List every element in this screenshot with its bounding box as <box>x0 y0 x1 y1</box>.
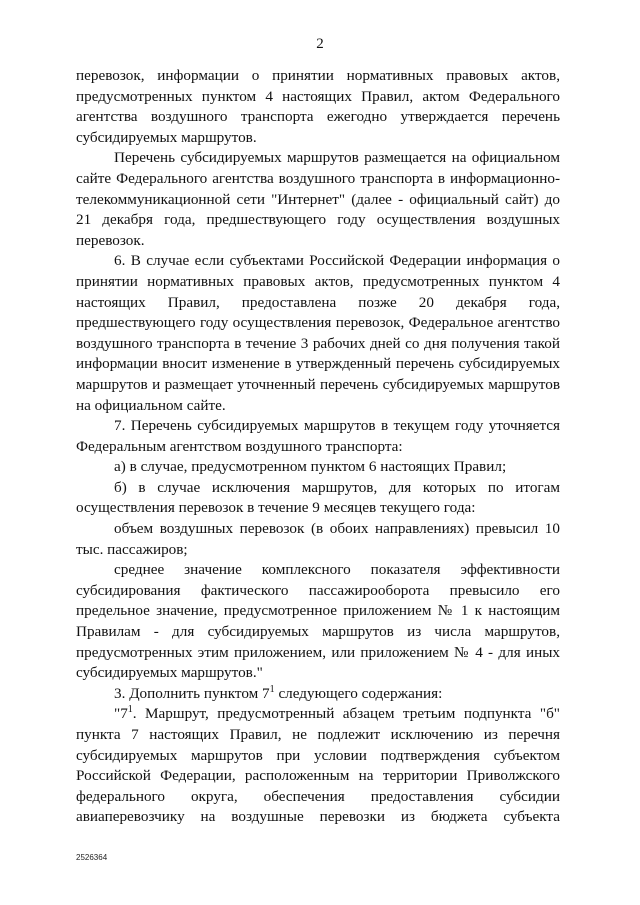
paragraph-passenger-volume: объем воздушных перевозок (в обоих направлениях) превысил 10 тыс. пассажиров; <box>76 520 560 558</box>
paragraph-list-approval: перевозок, информации о принятии нормативных правовых актов, предусмотренных пунктом 4 настоящих Правил, актом Федерального агентства воздушного транспорта ежегодно утверждается перечень субсидируемых маршрутов. <box>76 67 560 146</box>
amendment-text-start: 3. Дополнить пунктом 7 <box>114 684 270 702</box>
document-code: 2526364 <box>76 853 108 862</box>
paragraph-efficiency-indicator: среднее значение комплексного показателя эффективности субсидирования фактического пассажирооборота превысило его предельное значение, предусмотренное приложением № 1 к настоящим Правилам - для субсидируемых маршрутов из числа маршрутов, предусмотренных этим приложением, или приложением № 4 - для иных субсидируемых маршрутов." <box>76 561 560 682</box>
paragraph-list-publication: Перечень субсидируемых маршрутов размещается на официальном сайте Федерального агентства воздушного транспорта в информационно-телекоммуникационной сети "Интернет" (далее - официальный сайт) до 21 декабря года, предшествующего году осуществления воздушных перевозок. <box>76 149 560 249</box>
paragraph-item-7-1 <box>76 704 560 828</box>
amendment-text-end: следующего содержания: <box>274 684 443 702</box>
paragraph-amendment-3 <box>76 684 560 705</box>
superscript-index: 1 <box>269 683 275 695</box>
item-7-1-number: "7 <box>114 705 128 723</box>
superscript-index: 1 <box>127 704 133 716</box>
paragraph-item-6: 6. В случае если субъектами Российской Федерации информация о принятии нормативных правовых актов, предусмотренных пунктом 4 настоящих Правил, предоставлена позже 20 декабря года, предшествующего году осуществления перевозок, Федеральное агентство воздушного транспорта в течение 3 рабочих дней со дня получения такой информации вносит изменение в утвержденный перечень субсидируемых маршрутов и размещает уточненный перечень субсидируемых маршрутов на официальном сайте. <box>76 252 560 414</box>
page-number: 2 <box>316 36 324 52</box>
paragraph-subitem-a: а) в случае, предусмотренном пунктом 6 настоящих Правил; <box>114 458 507 476</box>
item-7-1-text: . Маршрут, предусмотренный абзацем третьим подпункта "б" пункта 7 настоящих Правил, не подлежит исключению из перечня субсидируемых маршрутов при условии подтверждения субъектом Российской Федерации, расположенным на территории Приволжского федерального округа, обеспечения предоставления субсидии авиаперевозчику на воздушные перевозки из бюджета субъекта <box>76 705 560 826</box>
paragraph-subitem-b: б) в случае исключения маршрутов, для которых по итогам осуществления перевозок в течение 9 месяцев текущего года: <box>76 478 560 517</box>
document-body <box>76 66 560 828</box>
paragraph-item-7: 7. Перечень субсидируемых маршрутов в текущем году уточняется Федеральным агентством воздушного транспорта: <box>76 417 560 455</box>
